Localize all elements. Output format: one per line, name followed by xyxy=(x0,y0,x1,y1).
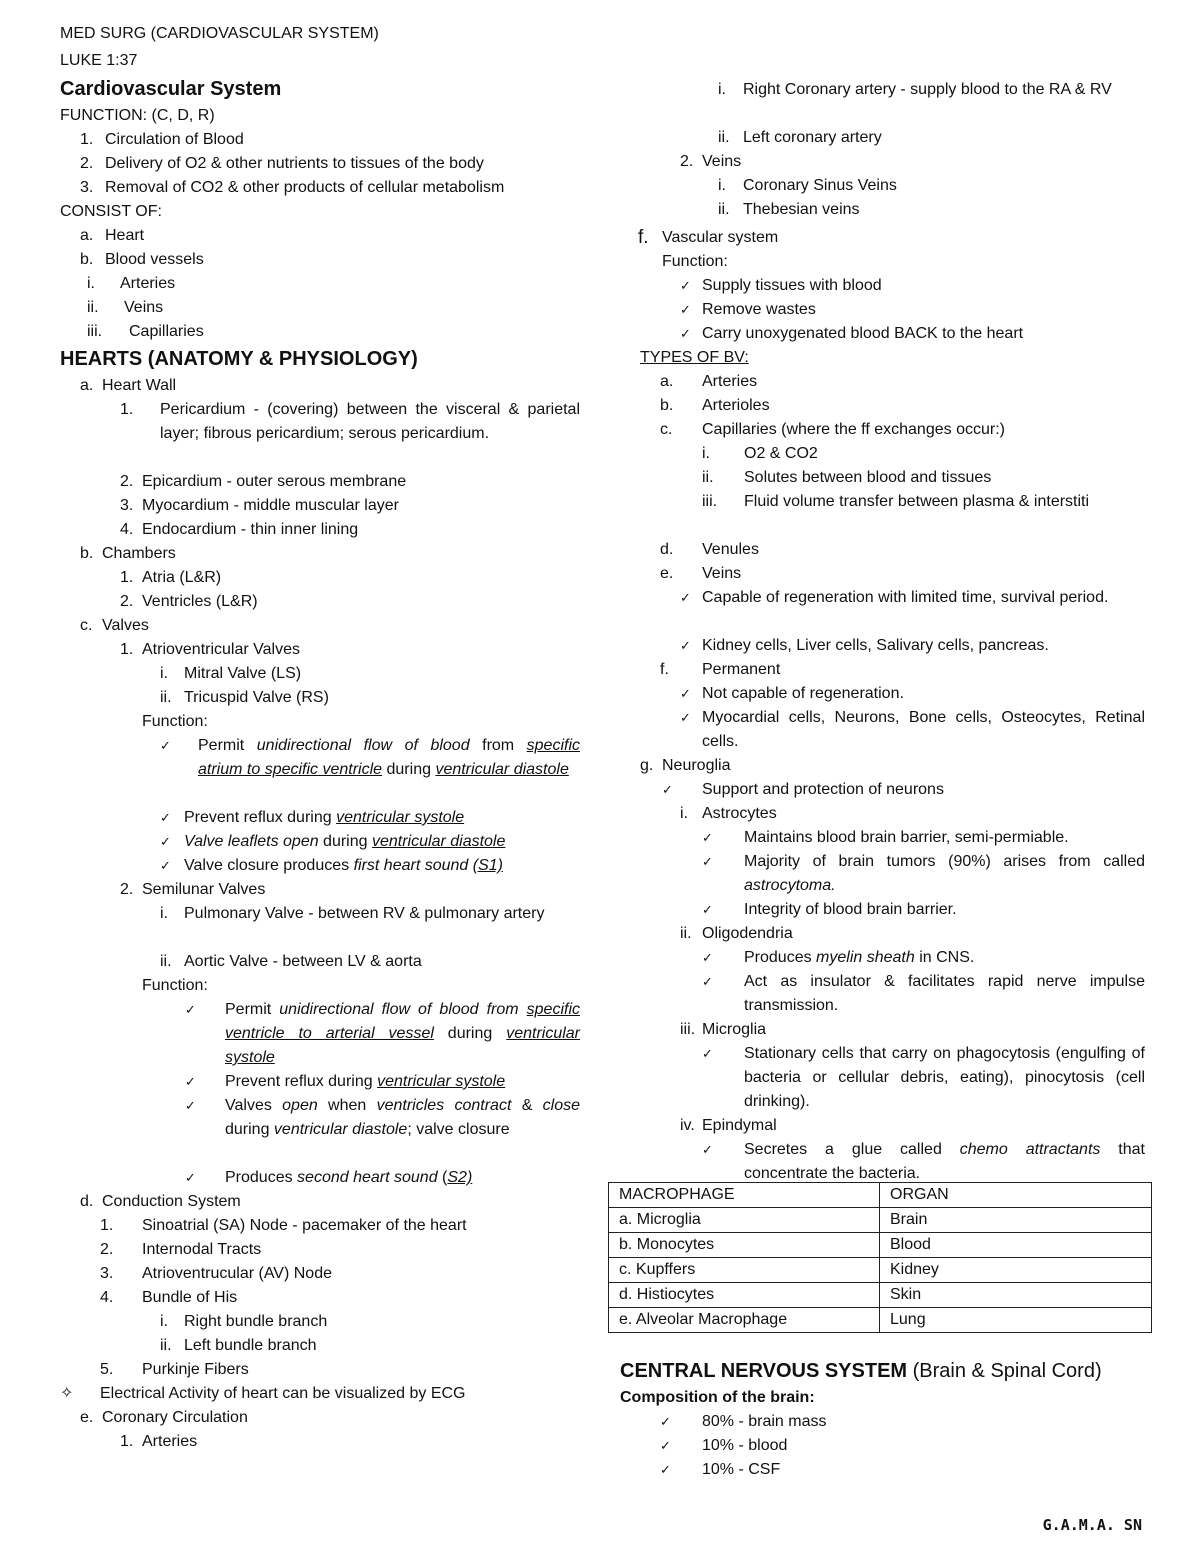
right-column xyxy=(620,78,1145,1186)
oligodendria-check: ✓ Act as insulator & facilitates rapid nerve impulse transmission. xyxy=(620,970,1145,1018)
check-icon: ✓ xyxy=(680,590,691,605)
coronary-vein-item: i. Coronary Sinus Veins xyxy=(718,177,897,194)
check-icon: ✓ xyxy=(160,834,171,849)
check-icon: ✓ xyxy=(702,902,713,917)
coronary-arteries-label: 1. Arteries xyxy=(120,1433,198,1450)
table-cell: b. Monocytes xyxy=(609,1233,880,1258)
chamber-item: 2. Ventricles (L&R) xyxy=(120,593,258,610)
vascular-label: f. Vascular system xyxy=(638,227,779,248)
heart-wall-label: a. Heart Wall xyxy=(80,377,177,394)
composition-label: Composition of the brain: xyxy=(620,1389,815,1406)
check-icon: ✓ xyxy=(662,782,673,797)
astrocytes-check: ✓ Maintains blood brain barrier, semi-permiable. xyxy=(620,826,1145,850)
astrocytes-check: ✓ Integrity of blood brain barrier. xyxy=(620,898,1145,922)
function-item: 2. Delivery of O2 & other nutrients to tissues of the body xyxy=(80,155,484,172)
coronary-artery-item: ii. Left coronary artery xyxy=(718,129,882,146)
table-row xyxy=(609,1283,1152,1308)
neuroglia-check: ✓ Support and protection of neurons xyxy=(620,778,1145,802)
check-icon: ✓ xyxy=(702,830,713,845)
coronary-artery-item: i. Right Coronary artery - supply blood to the RA & RV xyxy=(718,81,1112,98)
check-icon: ✓ xyxy=(660,1414,671,1429)
check-icon: ✓ xyxy=(702,950,713,965)
valve-item: ii. Tricuspid Valve (RS) xyxy=(160,689,329,706)
table-row xyxy=(609,1258,1152,1283)
check-icon: ✓ xyxy=(160,738,171,753)
valves-label: c. Valves xyxy=(80,617,149,634)
microglia-check: ✓ Stationary cells that carry on phagocytosis (engulfing of bacteria or cellular debris, eating), pinocytosis (cell drinking). xyxy=(620,1042,1145,1114)
check-icon: ✓ xyxy=(680,278,691,293)
bv-type-item: f. Permanent xyxy=(660,661,781,678)
epindymal-label: iv. Epindymal xyxy=(680,1117,777,1134)
table-header-cell: MACROPHAGE xyxy=(609,1183,880,1208)
sl-valves-label: 2. Semilunar Valves xyxy=(120,881,266,898)
macrophage-table xyxy=(608,1182,1152,1333)
types-bv-label: TYPES OF BV: xyxy=(640,349,749,366)
function-item: 1. Circulation of Blood xyxy=(80,131,244,148)
table-row xyxy=(609,1233,1152,1258)
table-header-cell: ORGAN xyxy=(880,1183,1152,1208)
bv-item: iii. Capillaries xyxy=(87,323,204,340)
veins-check: ✓ Capable of regeneration with limited time, survival period. xyxy=(620,586,1145,634)
function-item: 3. Removal of CO2 & other products of cellular metabolism xyxy=(80,179,505,196)
sl-function-check: ✓ Produces second heart sound (S2) xyxy=(60,1166,580,1190)
check-icon: ✓ xyxy=(185,1074,196,1089)
pericardium-item: 1. Pericardium - (covering) between the visceral & parietal layer; fibrous pericardium; serous pericardium. xyxy=(120,401,580,442)
table-cell: Blood xyxy=(880,1233,1152,1258)
epindymal-check: ✓ Secretes a glue called chemo attractants that concentrate the bacteria. xyxy=(620,1138,1145,1186)
author-footer: G.A.M.A. SN xyxy=(1042,1516,1142,1534)
cns-section xyxy=(620,1356,1145,1482)
table-cell: Skin xyxy=(880,1283,1152,1308)
vascular-function-check: ✓ Remove wastes xyxy=(620,298,1145,322)
conduction-label: d. Conduction System xyxy=(80,1193,241,1210)
sl-function-check: ✓ Valves open when ventricles contract & close during ventricular diastole; valve closure xyxy=(60,1094,580,1166)
check-icon: ✓ xyxy=(160,858,171,873)
vascular-function-check: ✓ Carry unoxygenated blood BACK to the heart xyxy=(620,322,1145,346)
chamber-item: 1. Atria (L&R) xyxy=(120,569,222,586)
conduction-item: 3. Atrioventrucular (AV) Node xyxy=(100,1265,332,1282)
function-label: Function: xyxy=(142,713,208,730)
bv-item: ii. Veins xyxy=(87,299,164,316)
coronary-vein-item: ii. Thebesian veins xyxy=(718,201,860,218)
conduction-item: 4. Bundle of His xyxy=(100,1289,238,1306)
doc-header-line1: MED SURG (CARDIOVASCULAR SYSTEM) xyxy=(60,25,379,42)
bv-type-item: d. Venules xyxy=(660,541,759,558)
permanent-check: ✓ Not capable of regeneration. xyxy=(620,682,1145,706)
check-icon: ✓ xyxy=(680,302,691,317)
table-cell: d. Histiocytes xyxy=(609,1283,880,1308)
av-function-check: ✓ Permit unidirectional flow of blood from specific atrium to specific ventricle during ventricular diastole xyxy=(60,734,580,806)
check-icon: ✓ xyxy=(702,1046,713,1061)
function-label: Function: xyxy=(662,253,728,270)
valve-item: ii. Aortic Valve - between LV & aorta xyxy=(160,953,422,970)
check-icon: ✓ xyxy=(702,974,713,989)
table-cell: a. Microglia xyxy=(609,1208,880,1233)
diamond-icon: ✧ xyxy=(60,1385,74,1402)
check-icon: ✓ xyxy=(680,686,691,701)
table-header-row xyxy=(609,1183,1152,1208)
check-icon: ✓ xyxy=(680,326,691,341)
check-icon: ✓ xyxy=(702,854,713,869)
capillary-item: i. O2 & CO2 xyxy=(702,445,818,462)
wall-item: 4. Endocardium - thin inner lining xyxy=(120,521,359,538)
veins-check: ✓ Kidney cells, Liver cells, Salivary cells, pancreas. xyxy=(620,634,1145,658)
capillary-item: iii. Fluid volume transfer between plasma & interstiti xyxy=(702,493,1090,510)
check-icon: ✓ xyxy=(185,1002,196,1017)
wall-item: 3. Myocardium - middle muscular layer xyxy=(120,497,399,514)
table-cell: Kidney xyxy=(880,1258,1152,1283)
av-valves-label: 1. Atrioventricular Valves xyxy=(120,641,300,658)
composition-check: ✓ 10% - CSF xyxy=(620,1458,1145,1482)
conduction-item: 2. Internodal Tracts xyxy=(100,1241,262,1258)
check-icon: ✓ xyxy=(702,1142,713,1157)
oligodendria-label: ii. Oligodendria xyxy=(680,925,793,942)
consist-label: CONSIST OF: xyxy=(60,203,162,220)
capillary-item: ii. Solutes between blood and tissues xyxy=(702,469,992,486)
check-icon: ✓ xyxy=(660,1438,671,1453)
av-function-check: ✓ Prevent reflux during ventricular systole xyxy=(60,806,580,830)
bv-type-item: c. Capillaries (where the ff exchanges occur:) xyxy=(660,421,1005,438)
table-cell: Lung xyxy=(880,1308,1152,1333)
table-row xyxy=(609,1308,1152,1333)
sl-function-check: ✓ Prevent reflux during ventricular systole xyxy=(60,1070,580,1094)
composition-check: ✓ 80% - brain mass xyxy=(620,1410,1145,1434)
check-icon: ✓ xyxy=(185,1170,196,1185)
conduction-item: 5. Purkinje Fibers xyxy=(100,1361,249,1378)
table-row xyxy=(609,1208,1152,1233)
coronary-label: e. Coronary Circulation xyxy=(80,1409,248,1426)
microglia-label: iii. Microglia xyxy=(680,1021,767,1038)
consist-item: b. Blood vessels xyxy=(80,251,204,268)
astrocytes-label: i. Astrocytes xyxy=(680,805,777,822)
table-cell: Brain xyxy=(880,1208,1152,1233)
valve-item: i. Pulmonary Valve - between RV & pulmonary artery xyxy=(160,905,545,922)
oligodendria-check: ✓ Produces myelin sheath in CNS. xyxy=(620,946,1145,970)
permanent-check: ✓ Myocardial cells, Neurons, Bone cells, Osteocytes, Retinal cells. xyxy=(620,706,1145,754)
doc-header-line2: LUKE 1:37 xyxy=(60,52,138,69)
table-cell: e. Alveolar Macrophage xyxy=(609,1308,880,1333)
hearts-title: HEARTS (ANATOMY & PHYSIOLOGY) xyxy=(60,348,418,370)
coronary-veins-label: 2. Veins xyxy=(680,153,742,170)
valve-item: i. Mitral Valve (LS) xyxy=(160,665,302,682)
bv-type-item: e. Veins xyxy=(660,565,742,582)
cv-title: Cardiovascular System xyxy=(60,78,282,100)
left-column xyxy=(60,20,580,1454)
av-function-check: ✓ Valve leaflets open during ventricular diastole xyxy=(60,830,580,854)
av-function-check: ✓ Valve closure produces first heart sound (S1) xyxy=(60,854,580,878)
check-icon: ✓ xyxy=(680,638,691,653)
wall-item: 2. Epicardium - outer serous membrane xyxy=(120,473,407,490)
function-label: Function: xyxy=(142,977,208,994)
composition-check: ✓ 10% - blood xyxy=(620,1434,1145,1458)
check-icon: ✓ xyxy=(680,710,691,725)
check-icon: ✓ xyxy=(660,1462,671,1477)
sl-function-check: ✓ Permit unidirectional flow of blood from specific ventricle to arterial vessel during ventricular systole xyxy=(60,998,580,1070)
astrocytes-check: ✓ Majority of brain tumors (90%) arises from called astrocytoma. xyxy=(620,850,1145,898)
cns-title: CENTRAL NERVOUS SYSTEM (Brain & Spinal Cord) xyxy=(620,1360,1102,1382)
table-cell: c. Kupffers xyxy=(609,1258,880,1283)
check-icon: ✓ xyxy=(185,1098,196,1113)
check-icon: ✓ xyxy=(160,810,171,825)
vascular-function-check: ✓ Supply tissues with blood xyxy=(620,274,1145,298)
neuroglia-label: g. Neuroglia xyxy=(640,757,731,774)
bundle-item: ii. Left bundle branch xyxy=(160,1337,317,1354)
chambers-label: b. Chambers xyxy=(80,545,176,562)
bv-type-item: b. Arterioles xyxy=(660,397,770,414)
ecg-note: ✧ Electrical Activity of heart can be visualized by ECG xyxy=(60,1382,580,1406)
conduction-item: 1. Sinoatrial (SA) Node - pacemaker of the heart xyxy=(100,1217,467,1234)
bv-type-item: a. Arteries xyxy=(660,373,758,390)
consist-item: a. Heart xyxy=(80,227,145,244)
bv-item: i. Arteries xyxy=(87,275,176,292)
bundle-item: i. Right bundle branch xyxy=(160,1313,328,1330)
function-label: FUNCTION: (C, D, R) xyxy=(60,107,215,124)
